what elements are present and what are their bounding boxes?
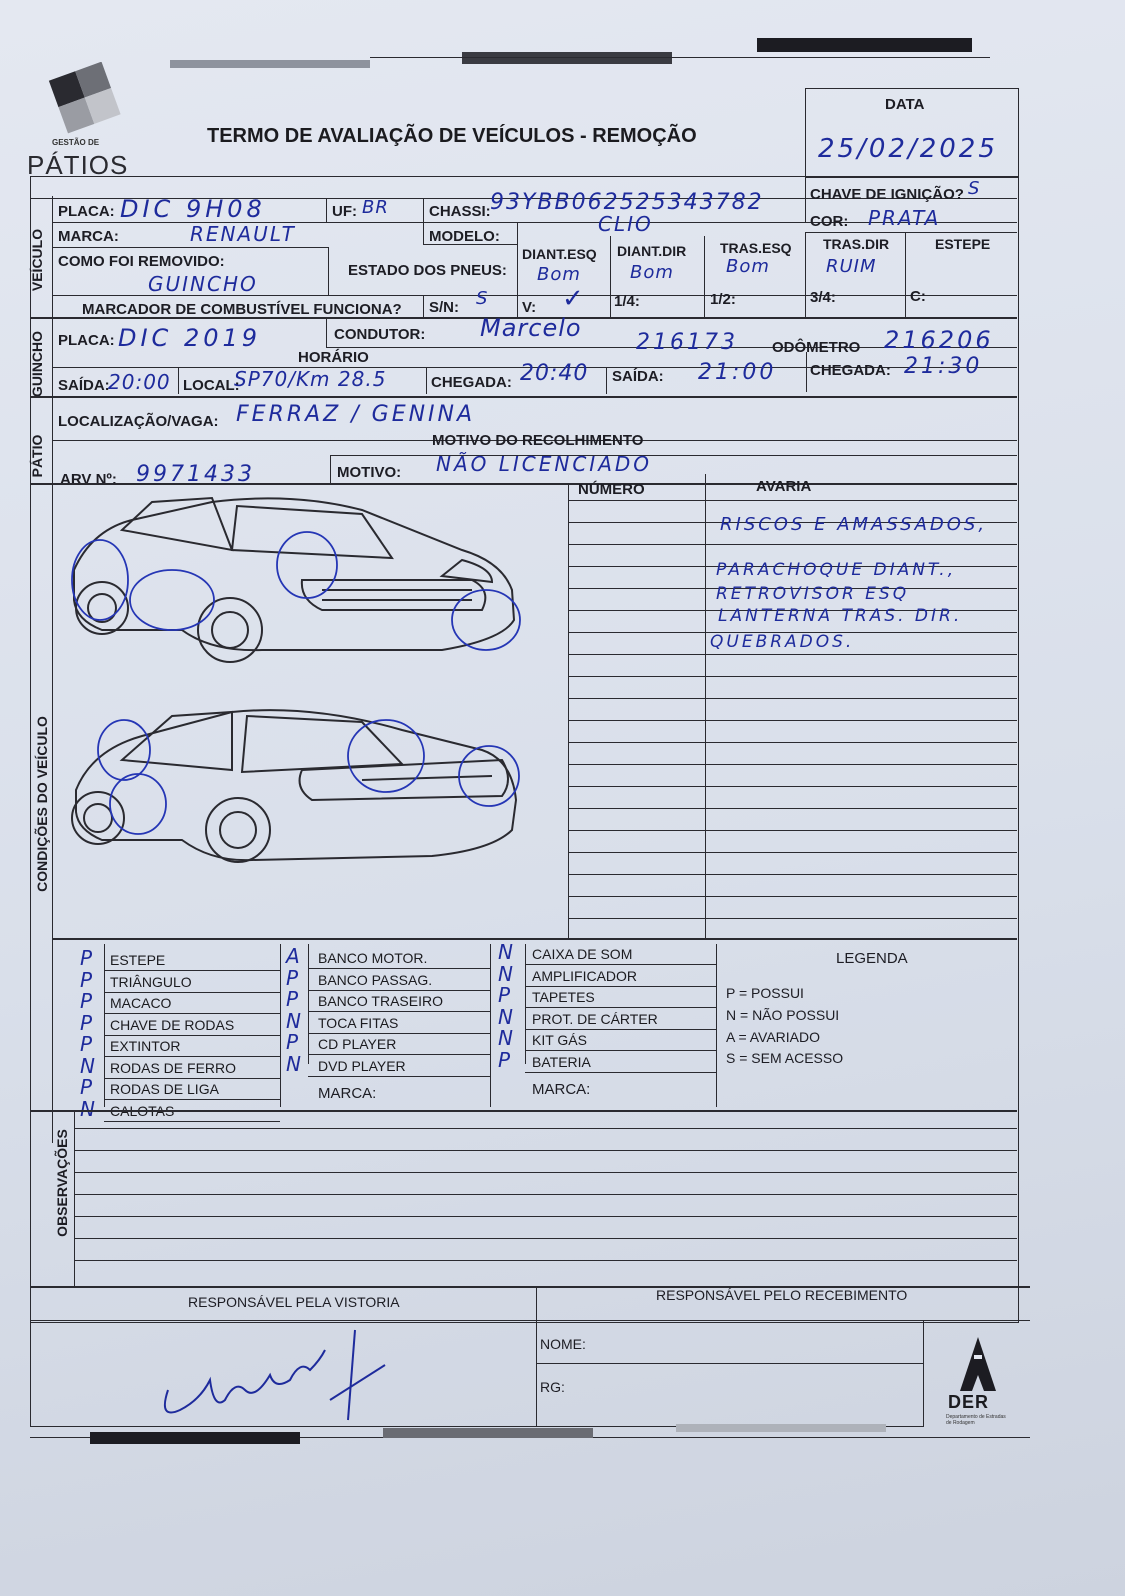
checklist-rule — [308, 1033, 490, 1034]
checklist-item-label: TAPETES — [532, 989, 595, 1005]
checklist-mark: P — [80, 1010, 93, 1035]
checklist-mark: N — [498, 1026, 513, 1050]
arv-label: ARV Nº: — [60, 471, 117, 488]
observacoes-rule — [74, 1216, 1017, 1217]
checklist-item-label: CAIXA DE SOM — [532, 946, 633, 962]
chave-value: S — [968, 178, 981, 199]
checklist-item-label: BANCO MOTOR. — [318, 950, 428, 966]
avaria-rule — [568, 698, 1017, 699]
avaria-line-3: RETROVISOR ESQ — [716, 584, 910, 604]
removido-label: COMO FOI REMOVIDO: — [58, 253, 225, 270]
checklist-rule — [525, 1029, 716, 1030]
checklist-mark: P — [286, 987, 299, 1011]
checklist-mark: N — [498, 940, 513, 964]
checklist-rule — [104, 1056, 280, 1057]
motivo-value: NÃO LICENCIADO — [436, 452, 653, 476]
der-logo-text: DER — [948, 1392, 990, 1412]
page-title: TERMO DE AVALIAÇÃO DE VEÍCULOS - REMOÇÃO — [207, 125, 697, 147]
legenda-p: P = POSSUI — [726, 985, 804, 1001]
v-value: ✓ — [562, 284, 585, 314]
car-front-view-icon — [62, 490, 542, 680]
checklist-rule — [308, 968, 490, 969]
placa-label: PLACA: — [58, 203, 115, 220]
avaria-rule — [568, 742, 1017, 743]
chegada-label: CHEGADA: — [431, 374, 512, 391]
legenda-a: A = AVARIADO — [726, 1029, 821, 1045]
checklist-item-label: EXTINTOR — [110, 1038, 181, 1054]
localizacao-value: FERRAZ / GENINA — [236, 402, 476, 427]
chegada2-value: 21:30 — [904, 354, 983, 379]
observacoes-rule — [74, 1238, 1017, 1239]
odometro-label: ODÔMETRO — [772, 339, 861, 356]
legenda-title: LEGENDA — [836, 950, 908, 967]
nome-label: NOME: — [540, 1336, 586, 1352]
observacoes-rule — [74, 1194, 1017, 1195]
cor-value: PRATA — [868, 206, 941, 230]
guincho-placa-value: DIC 2019 — [118, 324, 262, 352]
fracao-1-2: 1/2: — [710, 291, 736, 308]
modelo-label: MODELO: — [429, 228, 500, 245]
data-label: DATA — [885, 96, 925, 113]
pneu-header-tras-esq: TRAS.ESQ — [720, 240, 792, 256]
bottom-bar-left — [90, 1432, 300, 1444]
vistoria-label: RESPONSÁVEL PELA VISTORIA — [188, 1294, 400, 1310]
checklist-rule — [308, 1076, 490, 1077]
checklist-item-label: CD PLAYER — [318, 1036, 397, 1052]
pneu-header-estepe: ESTEPE — [935, 236, 991, 252]
top-bar-mid — [462, 52, 672, 64]
motivo-label: MOTIVO: — [337, 464, 402, 481]
avaria-rule — [568, 676, 1017, 677]
avaria-line-5: QUEBRADOS. — [710, 632, 855, 652]
avaria-rule — [568, 720, 1017, 721]
avaria-rule — [568, 830, 1017, 831]
avaria-header: AVARIA — [756, 478, 812, 495]
uf-value: BR — [362, 197, 389, 218]
avaria-rule — [568, 500, 1017, 501]
checklist-mark: P — [286, 1030, 299, 1054]
bottom-bar-right — [676, 1424, 886, 1432]
chassi-value: 93YBB062525343782 — [490, 190, 764, 215]
car-rear-view-icon — [62, 700, 542, 890]
checklist-item-label: ESTEPE — [110, 952, 166, 968]
sn-value: S — [476, 288, 489, 309]
data-value: 25/02/2025 — [818, 134, 998, 164]
checklist-mark: P — [498, 983, 511, 1007]
pneu-value-tras-dir: RUIM — [826, 256, 877, 277]
odometro-inicio: 216173 — [636, 330, 738, 355]
signature-icon — [150, 1320, 400, 1430]
guincho-placa-label: PLACA: — [58, 332, 115, 349]
checklist-item-label: BANCO TRASEIRO — [318, 993, 443, 1009]
pneu-header-diant-esq: DIANT.ESQ — [522, 246, 597, 262]
checklist-rule — [104, 970, 280, 971]
avaria-rule — [568, 786, 1017, 787]
observacoes-rule — [74, 1172, 1017, 1173]
checklist-mark: P — [286, 965, 299, 990]
checklist-rule — [525, 986, 716, 987]
brand-name: PÁTIOS — [27, 150, 129, 180]
checklist-item-label: PROT. DE CÁRTER — [532, 1010, 658, 1027]
avaria-rule — [568, 808, 1017, 809]
marca-value: RENAULT — [190, 222, 296, 246]
der-logo-icon — [948, 1335, 1008, 1395]
checklist-mark: P — [80, 1032, 93, 1056]
horario-label: HORÁRIO — [298, 349, 369, 366]
chegada2-label: CHEGADA: — [810, 362, 891, 379]
checklist-rule — [308, 990, 490, 991]
cor-label: COR: — [810, 213, 849, 230]
section-patio: PÁTIO — [29, 434, 45, 478]
checklist-mark: N — [286, 1051, 301, 1076]
fracao-1-4: 1/4: — [614, 293, 640, 310]
pneu-header-tras-dir: TRAS.DIR — [823, 236, 890, 252]
avaria-rule — [568, 654, 1017, 655]
checklist-mark: N — [498, 961, 513, 986]
pneu-header-diant-dir: DIANT.DIR — [617, 243, 687, 259]
checklist-item-label: BATERIA — [532, 1053, 591, 1070]
section-observacoes: OBSERVAÇÕES — [54, 1129, 70, 1237]
avaria-rule — [568, 874, 1017, 875]
odometro-fim: 216206 — [884, 326, 994, 354]
numero-header: NÚMERO — [578, 481, 645, 498]
pneu-value-diant-dir: Bom — [630, 262, 674, 283]
saida-value: 20:00 — [108, 370, 171, 394]
checklist-mark: N — [80, 1096, 95, 1121]
chegada-value: 20:40 — [520, 361, 589, 386]
bottom-bar-mid — [383, 1428, 593, 1438]
recebimento-label: RESPONSÁVEL PELO RECEBIMENTO — [656, 1287, 908, 1303]
checklist-item-label: RODAS DE FERRO — [110, 1059, 237, 1076]
checklist-mark: P — [498, 1047, 511, 1072]
checklist-rule — [525, 1050, 716, 1051]
local-value: SP70/Km 28.5 — [234, 367, 387, 391]
localizacao-label: LOCALIZAÇÃO/VAGA: — [58, 413, 219, 430]
checklist-rule — [308, 1054, 490, 1055]
pneu-value-diant-esq: Bom — [537, 264, 581, 285]
avaria-rule — [568, 764, 1017, 765]
checklist-mark: N — [498, 1004, 513, 1029]
col3-marca-label: MARCA: — [532, 1081, 591, 1098]
checklist-rule — [104, 1078, 280, 1079]
checklist-item-label: BANCO PASSAG. — [318, 971, 433, 988]
checklist-item-label: CHAVE DE RODAS — [110, 1016, 235, 1033]
avaria-line-1: RISCOS E AMASSADOS, — [720, 514, 988, 535]
checklist-item-label: DVD PLAYER — [318, 1057, 406, 1074]
v-label: V: — [522, 299, 537, 316]
avaria-line-4: LANTERNA TRAS. DIR. — [718, 606, 963, 626]
brand-small: GESTÃO DE — [52, 138, 100, 147]
pneus-label: ESTADO DOS PNEUS: — [348, 262, 507, 279]
checklist-rule — [104, 992, 280, 993]
checklist-mark: N — [80, 1053, 95, 1078]
combustivel-label: MARCADOR DE COMBUSTÍVEL FUNCIONA? — [82, 301, 402, 318]
avaria-rule — [568, 918, 1017, 919]
placa-value: DIC 9H08 — [120, 195, 266, 223]
checklist-rule — [308, 1011, 490, 1012]
saida2-value: 21:00 — [698, 360, 777, 385]
der-logo-subtitle: Departamento de Estradas de Rodagem — [946, 1414, 1006, 1426]
col2-marca-label: MARCA: — [318, 1085, 377, 1102]
sn-label: S/N: — [429, 299, 459, 316]
avaria-line-2: PARACHOQUE DIANT., — [716, 560, 957, 580]
avaria-rule — [568, 852, 1017, 853]
legenda-s: S = SEM ACESSO — [726, 1050, 844, 1066]
checklist-rule — [525, 1072, 716, 1073]
checklist-item-label: MACACO — [110, 995, 172, 1011]
checklist-item-label: TOCA FITAS — [318, 1014, 399, 1031]
checklist-item-label: TRIÂNGULO — [110, 973, 192, 990]
checklist-rule — [104, 1099, 280, 1100]
observacoes-rule — [74, 1150, 1017, 1151]
fracao-3-4: 3/4: — [810, 289, 836, 306]
local-label: LOCAL: — [183, 377, 240, 394]
modelo-value: CLIO — [598, 212, 653, 236]
checklist-rule — [104, 1121, 280, 1122]
checklist-item-label: CALOTAS — [110, 1102, 175, 1119]
avaria-rule — [568, 896, 1017, 897]
checklist-rule — [104, 1035, 280, 1036]
condutor-value: Marcelo — [480, 314, 582, 342]
condutor-label: CONDUTOR: — [334, 326, 426, 343]
observacoes-rule — [74, 1128, 1017, 1129]
chave-label: CHAVE DE IGNIÇÃO? — [810, 186, 964, 203]
checklist-mark: P — [80, 989, 93, 1013]
section-condicoes: CONDIÇÕES DO VEÍCULO — [34, 716, 50, 892]
checklist-mark: P — [80, 967, 93, 992]
chassi-label: CHASSI: — [429, 203, 491, 220]
rg-label: RG: — [540, 1379, 565, 1395]
marca-label: MARCA: — [58, 228, 119, 245]
checklist-mark: P — [80, 1075, 93, 1099]
uf-label: UF: — [332, 203, 357, 220]
saida-label: SAÍDA: — [58, 377, 110, 394]
checklist-mark: P — [80, 946, 93, 970]
checklist-item-label: KIT GÁS — [532, 1032, 587, 1048]
saida2-label: SAÍDA: — [612, 368, 664, 385]
top-bar-right — [757, 38, 972, 52]
pneu-value-tras-esq: Bom — [726, 256, 770, 277]
legenda-n: N = NÃO POSSUI — [726, 1007, 840, 1023]
section-veiculo: VEÍCULO — [29, 228, 45, 292]
observacoes-rule — [74, 1260, 1017, 1261]
motivo-header: MOTIVO DO RECOLHIMENTO — [432, 432, 644, 449]
checklist-item-label: RODAS DE LIGA — [110, 1081, 219, 1097]
section-guincho: GUINCHO — [29, 330, 45, 398]
checklist-item-label: AMPLIFICADOR — [532, 967, 638, 984]
removido-value: GUINCHO — [148, 272, 258, 296]
checklist-rule — [104, 1013, 280, 1014]
checklist-rule — [525, 964, 716, 965]
checklist-mark: N — [286, 1008, 301, 1033]
fracao-c: C: — [910, 288, 926, 305]
arv-value: 9971433 — [136, 462, 255, 487]
top-bar-left — [170, 60, 370, 68]
checklist-mark: A — [286, 944, 300, 968]
avaria-rule — [568, 544, 1017, 545]
checklist-rule — [525, 1007, 716, 1008]
